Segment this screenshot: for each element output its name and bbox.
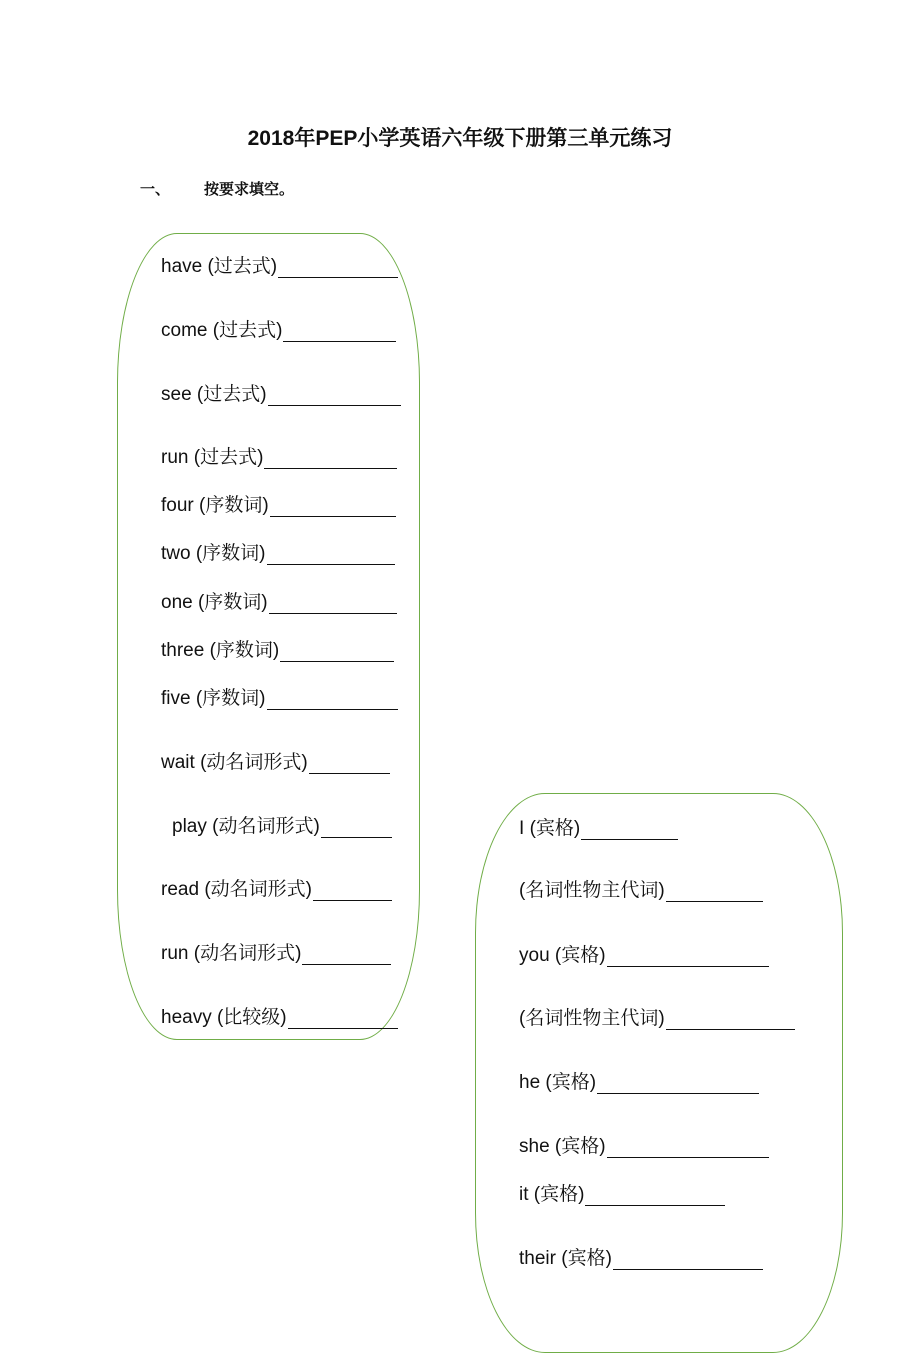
- item-hint: (动名词形式): [200, 752, 308, 773]
- item-word: she: [519, 1136, 550, 1157]
- item-word: run: [161, 447, 189, 468]
- fill-item: [161, 252, 398, 278]
- fill-item: [519, 1068, 759, 1094]
- fill-item: [519, 814, 678, 840]
- answer-blank[interactable]: [268, 385, 401, 406]
- answer-blank[interactable]: [607, 946, 769, 967]
- fill-item: [161, 316, 396, 342]
- item-hint: (序数词): [199, 495, 269, 516]
- item-word: heavy: [161, 1007, 212, 1028]
- answer-blank[interactable]: [288, 1008, 398, 1029]
- fill-item: [161, 443, 397, 469]
- fill-item: [161, 684, 398, 710]
- answer-blank[interactable]: [666, 881, 763, 902]
- answer-blank[interactable]: [267, 544, 395, 565]
- item-hint: (名词性物主代词): [519, 1008, 665, 1029]
- item-hint: (序数词): [209, 640, 280, 661]
- item-hint: (过去式): [196, 384, 267, 405]
- item-hint: (过去式): [207, 256, 278, 277]
- fill-item: [161, 636, 394, 662]
- item-word: play: [172, 816, 207, 837]
- fill-item: [519, 1244, 763, 1270]
- answer-blank[interactable]: [264, 448, 397, 469]
- item-word: you: [519, 945, 550, 966]
- answer-blank[interactable]: [280, 641, 394, 662]
- answer-blank[interactable]: [278, 257, 398, 278]
- item-hint: (名词性物主代词): [519, 880, 665, 901]
- item-word: three: [161, 640, 205, 661]
- answer-blank[interactable]: [613, 1249, 763, 1270]
- item-word: run: [161, 943, 189, 964]
- item-word: he: [519, 1072, 541, 1093]
- item-hint: (序数词): [195, 688, 266, 709]
- page-title: 2018年PEP小学英语六年级下册第三单元练习: [247, 127, 673, 150]
- item-word: I: [519, 818, 525, 839]
- answer-blank[interactable]: [607, 1137, 769, 1158]
- item-word: see: [161, 384, 192, 405]
- fill-item: [161, 588, 397, 614]
- fill-item: [519, 941, 769, 967]
- fill-item: [519, 876, 763, 902]
- fill-item: [519, 1132, 769, 1158]
- section-heading: [140, 178, 294, 199]
- answer-blank[interactable]: [267, 689, 398, 710]
- item-hint: (宾格): [529, 818, 581, 839]
- answer-blank[interactable]: [597, 1073, 759, 1094]
- fill-item: [519, 1180, 725, 1206]
- item-hint: (过去式): [212, 320, 283, 341]
- fill-item: [519, 1004, 795, 1030]
- item-word: four: [161, 495, 194, 516]
- fill-item: [161, 491, 396, 517]
- item-hint: (序数词): [195, 543, 266, 564]
- answer-blank[interactable]: [666, 1009, 795, 1030]
- fill-item: [161, 875, 392, 901]
- item-word: wait: [161, 752, 195, 773]
- answer-blank[interactable]: [302, 944, 391, 965]
- item-hint: (动名词形式): [193, 943, 302, 964]
- item-hint: (宾格): [561, 1248, 612, 1269]
- answer-blank[interactable]: [581, 819, 678, 840]
- item-word: two: [161, 543, 191, 564]
- answer-blank[interactable]: [309, 753, 390, 774]
- answer-blank[interactable]: [321, 817, 392, 838]
- answer-blank[interactable]: [313, 880, 392, 901]
- item-hint: (宾格): [533, 1184, 585, 1205]
- item-hint: (序数词): [197, 592, 268, 613]
- item-word: read: [161, 879, 200, 900]
- item-hint: (宾格): [545, 1072, 597, 1093]
- fill-item: [161, 1003, 398, 1029]
- item-hint: (动名词形式): [204, 879, 312, 900]
- section-number: 一、: [140, 181, 171, 198]
- answer-blank[interactable]: [269, 593, 397, 614]
- fill-item: [161, 939, 391, 965]
- fill-item: [161, 748, 390, 774]
- item-hint: (宾格): [554, 1136, 606, 1157]
- answer-blank[interactable]: [270, 496, 396, 517]
- item-word: have: [161, 256, 203, 277]
- item-hint: (动名词形式): [212, 816, 320, 837]
- item-word: one: [161, 592, 193, 613]
- item-word: their: [519, 1248, 556, 1269]
- fill-item: [161, 539, 395, 565]
- item-hint: (宾格): [554, 945, 606, 966]
- answer-blank[interactable]: [283, 321, 396, 342]
- item-hint: (比较级): [216, 1007, 287, 1028]
- fill-item: [172, 812, 392, 838]
- answer-blank[interactable]: [585, 1185, 725, 1206]
- item-word: five: [161, 688, 191, 709]
- item-hint: (过去式): [193, 447, 264, 468]
- fill-item: [161, 380, 401, 406]
- item-word: come: [161, 320, 208, 341]
- item-word: it: [519, 1184, 529, 1205]
- section-label: 按要求填空。: [204, 181, 295, 198]
